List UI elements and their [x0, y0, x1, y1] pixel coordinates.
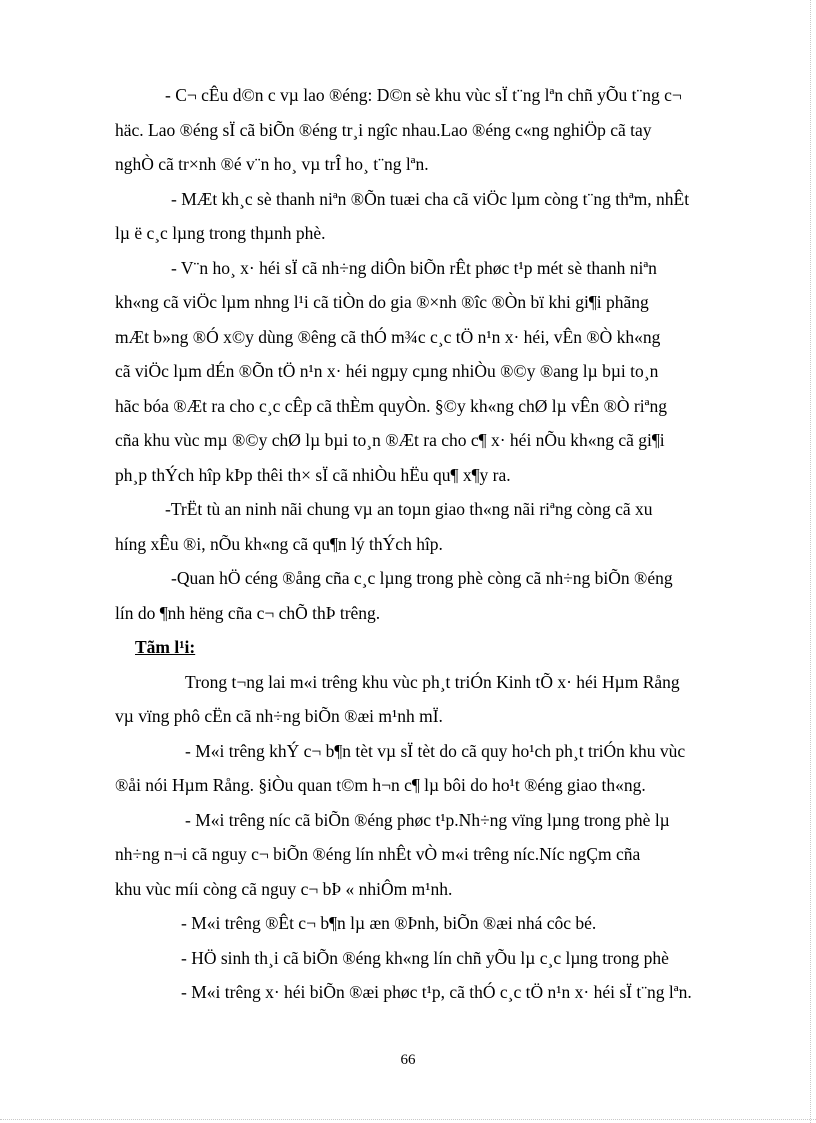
- text-line: Trong t¬ng lai m«i trêng khu vùc ph¸t triÓn Kinh tÕ x· héi Hµm Rång: [185, 671, 680, 692]
- text-line: ®åi nói Hµm Rång. §iÒu quan t©m h¬n c¶ lµ bôi do ho¹t ®éng giao th«ng.: [115, 775, 646, 795]
- paragraph-soil-environment: [115, 906, 740, 941]
- text-line: khu vùc míi còng cã nguy c¬ bÞ « nhiÔm m¹nh.: [115, 878, 453, 899]
- text-line: cã viÖc lµm dÉn ®Õn tÖ n¹n x· héi ngµy cµng nhiÒu ®©y ®ang lµ bµi to¸n: [115, 361, 659, 381]
- paragraph-water-environment: [115, 803, 740, 907]
- text-line: kh«ng cã viÖc lµm nhng l¹i cã tiÒn do gia ®×nh ®îc ®Òn bï khi gi¶i phãng: [115, 292, 649, 312]
- text-line: lín do ¶nh hëng cña c¬ chÕ thÞ trêng.: [115, 602, 381, 623]
- text-line: vµ vïng phô cËn cã nh÷ng biÕn ®æi m¹nh mÏ.: [115, 706, 443, 726]
- page-content: [115, 78, 740, 1010]
- paragraph-youth-unemployment: [115, 182, 740, 251]
- text-line: hãc bóa ®Æt ra cho c¸c cÊp cã thÈm quyÒn. §©y kh«ng chØ lµ vÊn ®Ò riªng: [115, 395, 667, 416]
- paragraph-social-environment: [115, 975, 740, 1010]
- text-line: - M«i trêng níc cã biÕn ®éng phøc t¹p.Nh÷ng vïng lµng trong phè lµ: [185, 809, 670, 830]
- paragraph-ecosystem: [115, 941, 740, 976]
- text-line: lµ ë c¸c lµng trong thµnh phè.: [115, 223, 326, 243]
- text-line: nh÷ng n¬i cã nguy c¬ biÕn ®éng lín nhÊt vÒ m«i trêng níc.Níc ngÇm cña: [115, 844, 641, 864]
- text-line: cña khu vùc mµ ®©y chØ lµ bµi to¸n ®Æt ra cho c¶ x· héi nÕu kh«ng cã gi¶i: [115, 430, 665, 450]
- text-line: ph¸p thÝch hîp kÞp thêi th× sÏ cã nhiÒu hËu qu¶ x¶y ra.: [115, 464, 511, 485]
- text-line: - M«i trêng khÝ c¬ b¶n tèt vµ sÏ tèt do cã quy ho¹ch ph¸t triÓn khu vùc: [185, 740, 686, 761]
- text-line: - HÖ sinh th¸i cã biÕn ®éng kh«ng lín chñ yÕu lµ c¸c lµng trong phè: [181, 947, 669, 968]
- text-line: -TrËt tù an ninh nãi chung vµ an toµn giao th«ng nãi riªng còng cã xu: [165, 499, 653, 519]
- text-line: híng xÊu ®i, nÕu kh«ng cã qu¶n lý thÝch hîp.: [115, 533, 443, 554]
- paragraph-summary-intro: [115, 665, 740, 734]
- section-heading-summary: Tãm l¹i:: [135, 637, 196, 657]
- paragraph-culture-society: [115, 251, 740, 493]
- text-line: -Quan hÖ céng ®ång cña c¸c lµng trong phè còng cã nh÷ng biÕn ®éng: [171, 568, 673, 588]
- text-line: - MÆt kh¸c sè thanh niªn ®Õn tuæi cha cã viÖc lµm còng t¨ng thªm, nhÊt: [171, 188, 690, 209]
- text-line: - M«i trêng x· héi biÕn ®æi phøc t¹p, cã thÓ c¸c tÖ n¹n x· héi sÏ t¨ng lªn.: [181, 982, 692, 1002]
- text-line: mÆt b»ng ®Ó x©y dùng ®êng cã thÓ m¾c c¸c tÖ n¹n x· héi, vÊn ®Ò kh«ng: [115, 326, 661, 347]
- page-border-right: [810, 0, 811, 1123]
- text-line: - M«i trêng ®Êt c¬ b¶n lµ æn ®Þnh, biÕn ®æi nhá côc bé.: [181, 913, 597, 933]
- text-line: - C¬ cÊu d©n c vµ lao ®éng: D©n sè khu vùc sÏ t¨ng lªn chñ yÕu t¨ng c¬: [165, 85, 682, 105]
- paragraph-community-relations: [115, 561, 740, 630]
- paragraph-population-labor: [115, 78, 740, 182]
- paragraph-air-environment: [115, 734, 740, 803]
- paragraph-security-traffic: [115, 492, 740, 561]
- page-number: 66: [400, 1052, 416, 1068]
- text-line: häc. Lao ®éng sÏ cã biÕn ®éng tr¸i ngîc nhau.Lao ®éng c«ng nghiÖp cã tay: [115, 119, 652, 140]
- text-line: - V¨n ho¸ x· héi sÏ cã nh÷ng diÔn biÕn rÊt phøc t¹p mét sè thanh niªn: [171, 257, 657, 278]
- page-border-bottom: [0, 1119, 816, 1120]
- text-line: nghÒ cã tr×nh ®é v¨n ho¸ vµ trÎ ho¸ t¨ng lªn.: [115, 154, 429, 174]
